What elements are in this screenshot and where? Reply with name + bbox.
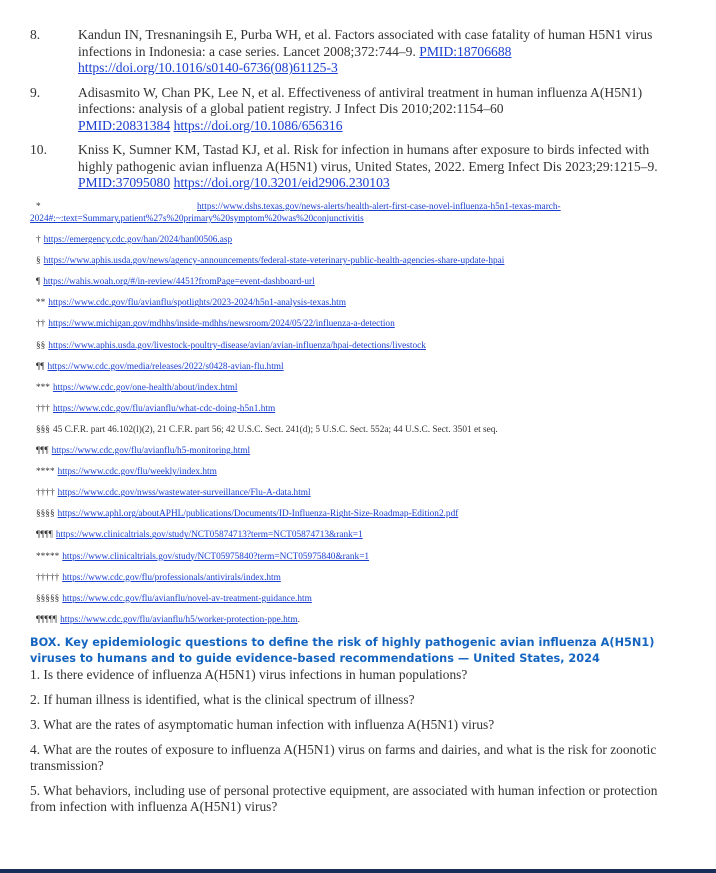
footnote-item bbox=[36, 487, 676, 499]
reference-number: 8. bbox=[30, 27, 41, 42]
footnote-link-continued[interactable]: 2024#:~:text=Summary,patient%27s%20primary%20symptom%20was%20conjunctivitis bbox=[30, 214, 364, 224]
footnote-mark: §§§§ bbox=[36, 509, 55, 520]
footnote-item bbox=[36, 255, 676, 267]
footnote-mark: ***** bbox=[36, 551, 60, 562]
reference-citation: Kniss K, Sumner KM, Tastad KJ, et al. Risk for infection in humans after exposure to birds infected with highly pathogenic avian influenza A(H5N1) virus, United States, 2022. Emerg Infect Dis 2023;29:1215–9. bbox=[78, 142, 658, 174]
footnote-mark: ¶ bbox=[36, 277, 41, 288]
footnote-mark: §§§§§ bbox=[36, 593, 60, 604]
bottom-border bbox=[0, 869, 716, 873]
footnote-link[interactable]: https://www.cdc.gov/one-health/about/index.html bbox=[52, 382, 238, 393]
footnote-link[interactable]: https://www.cdc.gov/flu/avianflu/h5-monitoring.html bbox=[51, 446, 251, 457]
reference-citation: Adisasmito W, Chan PK, Lee N, et al. Effectiveness of antiviral treatment in human influenza A(H5N1) infections: analysis of a global patient registry. J Infect Dis 2010;202:1154–60 bbox=[78, 84, 643, 116]
box-question: 2. If human illness is identified, what is the clinical spectrum of illness? bbox=[30, 692, 415, 707]
footnote-item bbox=[36, 403, 676, 415]
box-title: BOX. Key epidemiologic questions to define the risk of highly pathogenic avian influenza A(H5N1) viruses to humans and to guide evidence-based recommendations — United States, 2024 bbox=[30, 636, 655, 665]
footnote-item bbox=[36, 318, 676, 330]
doi-link[interactable]: https://doi.org/10.1016/s0140-6736(08)61125-3 bbox=[78, 60, 338, 75]
footnote-link[interactable]: https://www.cdc.gov/flu/avianflu/what-cdc-doing-h5n1.htm bbox=[52, 403, 276, 414]
footnote-item bbox=[30, 201, 676, 225]
footnote-mark: §§ bbox=[36, 340, 46, 351]
footnote-mark: ††† bbox=[36, 403, 50, 414]
footnote-link[interactable]: https://www.clinicaltrials.gov/study/NCT05874713?term=NCT05874713&rank=1 bbox=[55, 530, 363, 541]
reference-list bbox=[30, 27, 670, 200]
footnote-link[interactable]: https://www.cdc.gov/media/releases/2022/s0428-avian-flu.html bbox=[47, 361, 284, 372]
footnote-link[interactable]: https://www.aphis.usda.gov/livestock-poultry-disease/avian/avian-influenza/hpai-detections/livestock bbox=[48, 340, 426, 351]
footnote-mark: § bbox=[36, 256, 41, 267]
reference-item bbox=[30, 27, 670, 77]
footnote-mark: ††††† bbox=[36, 572, 60, 583]
footnote-item bbox=[36, 382, 676, 394]
doi-link[interactable]: https://doi.org/10.3201/eid2906.230103 bbox=[173, 175, 390, 190]
footnote-item bbox=[36, 572, 676, 584]
footnote-item bbox=[36, 529, 676, 541]
reference-item bbox=[30, 85, 670, 135]
footnote-link[interactable]: https://www.cdc.gov/flu/professionals/antivirals/index.htm bbox=[62, 572, 281, 583]
box-question: 3. What are the rates of asymptomatic human infection with influenza A(H5N1) virus? bbox=[30, 717, 495, 732]
reference-number: 9. bbox=[30, 84, 41, 100]
footnote-item bbox=[36, 276, 676, 288]
footnote-mark: ** bbox=[36, 298, 46, 309]
footnote-mark: §§§ bbox=[36, 424, 50, 435]
footnote-item bbox=[36, 466, 676, 478]
footnote-link[interactable]: https://www.cdc.gov/nwss/wastewater-surveillance/Flu-A-data.html bbox=[57, 488, 311, 499]
footnote-mark: ¶¶¶¶ bbox=[36, 530, 53, 541]
footnote-item bbox=[36, 234, 676, 246]
footnote-text: 45 C.F.R. part 46.102(l)(2), 21 C.F.R. part 56; 42 U.S.C. Sect. 241(d); 5 U.S.C. Sect. 552a; 44 U.S.C. Sect. 3501 et seq. bbox=[52, 424, 498, 435]
footnote-link[interactable]: https://www.cdc.gov/flu/weekly/index.htm bbox=[57, 467, 217, 478]
footnote-mark: **** bbox=[36, 467, 55, 478]
footnote-item bbox=[36, 424, 676, 436]
footnote-link[interactable]: https://www.cdc.gov/flu/avianflu/novel-av-treatment-guidance.htm bbox=[62, 593, 312, 604]
footnote-period: . bbox=[297, 614, 300, 625]
box-section bbox=[30, 635, 680, 824]
box-question: 1. Is there evidence of influenza A(H5N1) virus infections in human populations? bbox=[30, 667, 468, 682]
footnote-mark: * bbox=[36, 202, 41, 212]
pmid-link[interactable]: PMID:37095080 bbox=[78, 175, 171, 190]
footnote-item bbox=[36, 593, 676, 605]
pmid-link[interactable]: PMID:18706688 bbox=[419, 43, 512, 59]
reference-citation: Kandun IN, Tresnaningsih E, Purba WH, et al. Factors associated with case fatality of human H5N1 virus infections in Indonesia: a case series. Lancet 2008;372:744–9. bbox=[78, 27, 653, 59]
pmid-link[interactable]: PMID:20831384 bbox=[78, 117, 171, 133]
footnote-mark: ¶¶¶ bbox=[36, 446, 49, 457]
box-question: 4. What are the routes of exposure to influenza A(H5N1) virus on farms and dairies, and what is the risk for zoonotic transmission? bbox=[30, 742, 657, 773]
reference-text bbox=[78, 85, 670, 135]
footnote-link[interactable]: https://emergency.cdc.gov/han/2024/han00506.asp bbox=[43, 235, 233, 246]
footnote-item bbox=[36, 614, 676, 626]
reference-number: 10. bbox=[30, 142, 47, 157]
footnote-link[interactable]: https://www.aphis.usda.gov/news/agency-announcements/federal-state-veterinary-public-health-agencies-share-update-hpai bbox=[43, 256, 505, 267]
footnote-item bbox=[36, 508, 676, 520]
footnote-mark: †††† bbox=[36, 488, 55, 499]
box-question: 5. What behaviors, including use of personal protective equipment, are associated with human infection or protection from infection with influenza A(H5N1) virus? bbox=[30, 783, 658, 814]
footnote-list bbox=[30, 201, 676, 635]
reference-text bbox=[78, 27, 670, 77]
footnote-mark: ¶¶ bbox=[36, 361, 45, 372]
footnote-item bbox=[36, 445, 676, 457]
footnote-link[interactable]: https://wahis.woah.org/#/in-review/4451?fromPage=event-dashboard-url bbox=[43, 277, 315, 288]
footnote-item bbox=[36, 297, 676, 309]
footnote-item bbox=[36, 340, 676, 352]
footnote-link[interactable]: https://www.aphl.org/aboutAPHL/publications/Documents/ID-Influenza-Right-Size-Roadmap-Edition2.pdf bbox=[57, 509, 459, 520]
footnote-mark: *** bbox=[36, 382, 50, 393]
footnote-link[interactable]: https://www.cdc.gov/flu/avianflu/h5/worker-protection-ppe.htm bbox=[60, 614, 298, 625]
footnote-item bbox=[36, 551, 676, 563]
footnote-mark: ¶¶¶¶¶ bbox=[36, 614, 58, 625]
footnote-link[interactable]: https://www.michigan.gov/mdhhs/inside-mdhhs/newsroom/2024/05/22/influenza-a-detection bbox=[48, 319, 395, 330]
footnote-mark: † bbox=[36, 235, 41, 246]
footnote-link[interactable]: https://www.dshs.texas.gov/news-alerts/health-alert-first-case-novel-influenza-h5n1-texas-march- bbox=[197, 202, 561, 212]
doi-link[interactable]: https://doi.org/10.1086/656316 bbox=[173, 117, 343, 133]
footnote-mark: †† bbox=[36, 319, 46, 330]
reference-item bbox=[30, 142, 670, 192]
footnote-link[interactable]: https://www.cdc.gov/flu/avianflu/spotlights/2023-2024/h5n1-analysis-texas.htm bbox=[48, 298, 346, 309]
reference-text bbox=[78, 142, 670, 192]
footnote-item bbox=[36, 361, 676, 373]
footnote-link[interactable]: https://www.clinicaltrials.gov/study/NCT05975840?term=NCT05975840&rank=1 bbox=[62, 551, 370, 562]
